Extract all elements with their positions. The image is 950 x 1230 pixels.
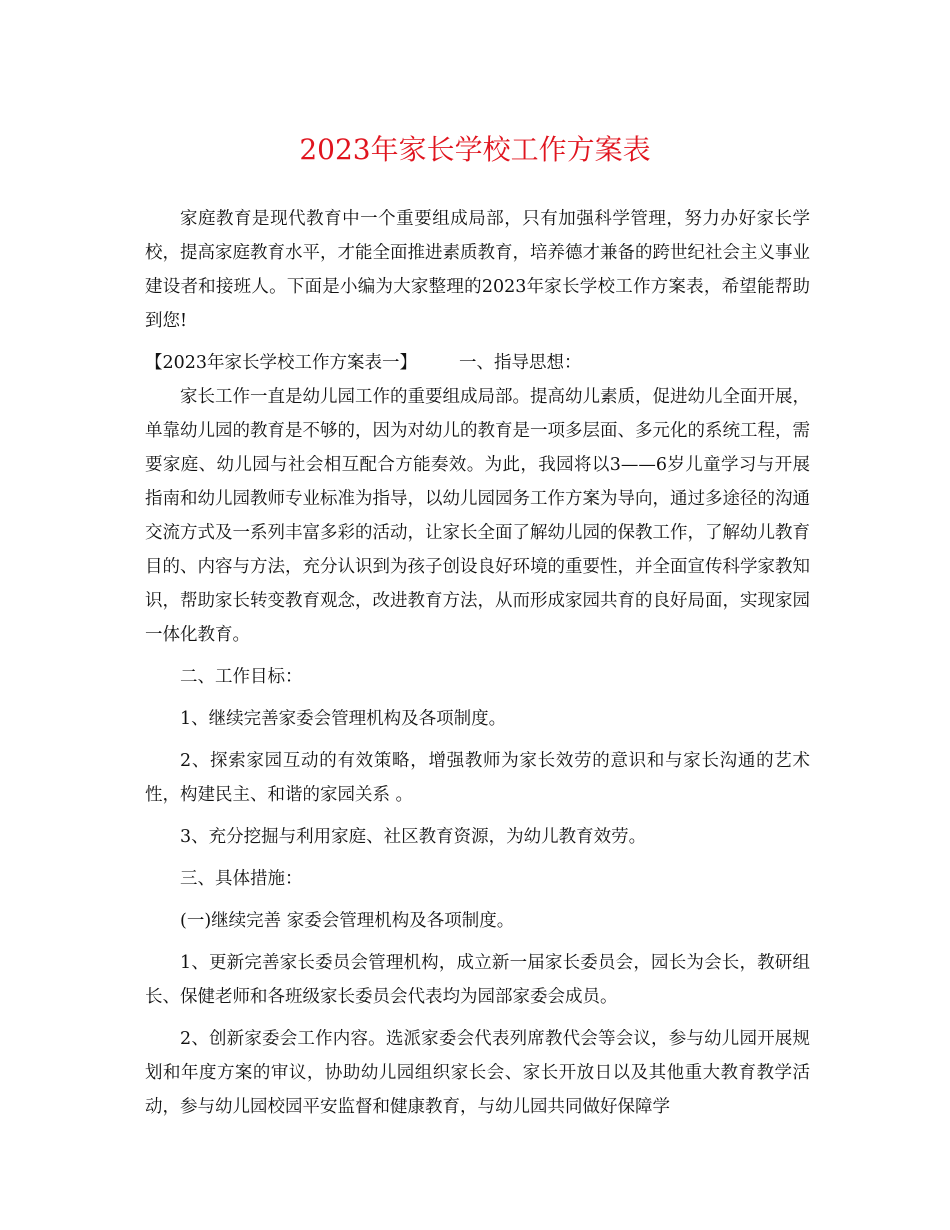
measure-item-1: 1、更新完善家长委员会管理机构，成立新一届家长委员会，园长为会长，教研组长、保健老师和各班级家长委员会代表均为园部家委会成员。 <box>145 953 810 1007</box>
measure-item-2: 2、创新家委会工作内容。选派家委会代表列席教代会等会议，参与幼儿园开展规划和年度方案的审议，协助幼儿园组织家长会、家长开放日以及其他重大教育教学活动，参与幼儿园校园平安监督和健康教育，与幼儿园共同做好保障学 <box>145 1029 810 1117</box>
goal-item-2: 2、探索家园互动的有效策略，增强教师为家长效劳的意识和与家长沟通的艺术性，构建民主、和谐的家园关系 。 <box>145 751 810 805</box>
section2-heading: 二、工作目标： <box>180 667 303 687</box>
section-label-line <box>145 346 810 380</box>
goal-item-3: 3、充分挖掘与利用家庭、社区教育资源，为幼儿教育效劳。 <box>180 827 647 847</box>
section1-heading: 一、指导思想： <box>459 353 582 373</box>
document-title: 2023年家长学校工作方案表 <box>299 133 651 166</box>
section3-heading: 三、具体措施： <box>180 869 303 889</box>
section1-paragraph: 家长工作一直是幼儿园工作的重要组成局部。提高幼儿素质，促进幼儿全面开展，单靠幼儿园的教育是不够的，因为对幼儿的教育是一项多层面、多元化的系统工程，需要家庭、幼儿园与社会相互配合方能奏效。为此，我园将以3——6岁儿童学习与开展指南和幼儿园教师专业标准为指导，以幼儿园园务工作方案为导向，通过多途径的沟通交流方式及一系列丰富多彩的活动，让家长全面了解幼儿园的保教工作，了解幼儿教育目的、内容与方法，充分认识到为孩子创设良好环境的重要性，并全面宣传科学家教知识，帮助家长转变教育观念，改进教育方法，从而形成家园共育的良好局面，实现家园一体化教育。 <box>145 387 810 645</box>
goal-item-1: 1、继续完善家委会管理机构及各项制度。 <box>180 709 507 729</box>
section-label: 【2023年家长学校工作方案表一】 <box>145 353 418 373</box>
document-body <box>145 202 810 1124</box>
intro-paragraph: 家庭教育是现代教育中一个重要组成局部，只有加强科学管理，努力办好家长学校，提高家庭教育水平，才能全面推进素质教育，培养德才兼备的跨世纪社会主义事业建设者和接班人。下面是小编为大家整理的2023年家长学校工作方案表，希望能帮助到您! <box>145 209 810 331</box>
measure-subheading-1: (一)继续完善 家委会管理机构及各项制度。 <box>180 911 515 931</box>
